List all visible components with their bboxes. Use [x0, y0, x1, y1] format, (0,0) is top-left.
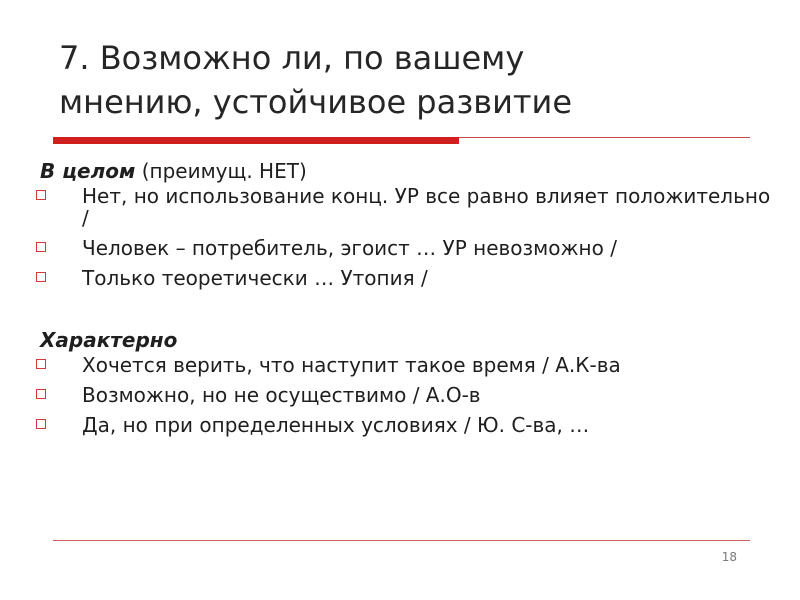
- hollow-square-bullet-icon: [36, 389, 46, 399]
- section-heading-overall-label: В целом: [40, 159, 136, 183]
- slide-content: [18, 160, 773, 444]
- title-divider: [53, 134, 750, 145]
- overall-bullet-list: [18, 185, 773, 289]
- hollow-square-bullet-icon: [36, 272, 46, 282]
- list-item: [18, 267, 773, 289]
- list-item-text: Возможно, но не осуществимо / А.О-в: [82, 383, 481, 407]
- hollow-square-bullet-icon: [36, 359, 46, 369]
- section-spacer: [18, 297, 773, 329]
- page-number: 18: [721, 550, 737, 564]
- list-item-text: Нет, но использование конц. УР все равно влияет положительно /: [82, 184, 771, 230]
- list-item: [18, 384, 773, 406]
- slide-title: [59, 36, 759, 124]
- list-item: [18, 354, 773, 376]
- list-item-text: Человек – потребитель, эгоист … УР невозможно /: [82, 236, 617, 260]
- section-heading-characteristic-label: Характерно: [40, 328, 178, 352]
- hollow-square-bullet-icon: [36, 419, 46, 429]
- footer-divider: [53, 540, 750, 541]
- list-item: [18, 237, 773, 259]
- slide-title-line-2: мнению, устойчивое развитие: [59, 83, 573, 121]
- list-item-text: Хочется верить, что наступит такое время / А.К-ва: [82, 353, 621, 377]
- slide-title-line-1: 7. Возможно ли, по вашему: [59, 39, 525, 77]
- section-heading-overall: [40, 160, 773, 182]
- hollow-square-bullet-icon: [36, 242, 46, 252]
- title-divider-accent-bar: [53, 137, 459, 144]
- section-heading-overall-note: (преимущ. НЕТ): [141, 159, 307, 183]
- section-heading-characteristic: [40, 329, 773, 351]
- list-item: [18, 185, 773, 229]
- characteristic-bullet-list: [18, 354, 773, 436]
- list-item: [18, 414, 773, 436]
- list-item-text: Только теоретически … Утопия /: [82, 266, 428, 290]
- list-item-text: Да, но при определенных условиях / Ю. С-ва, …: [82, 413, 590, 437]
- hollow-square-bullet-icon: [36, 190, 46, 200]
